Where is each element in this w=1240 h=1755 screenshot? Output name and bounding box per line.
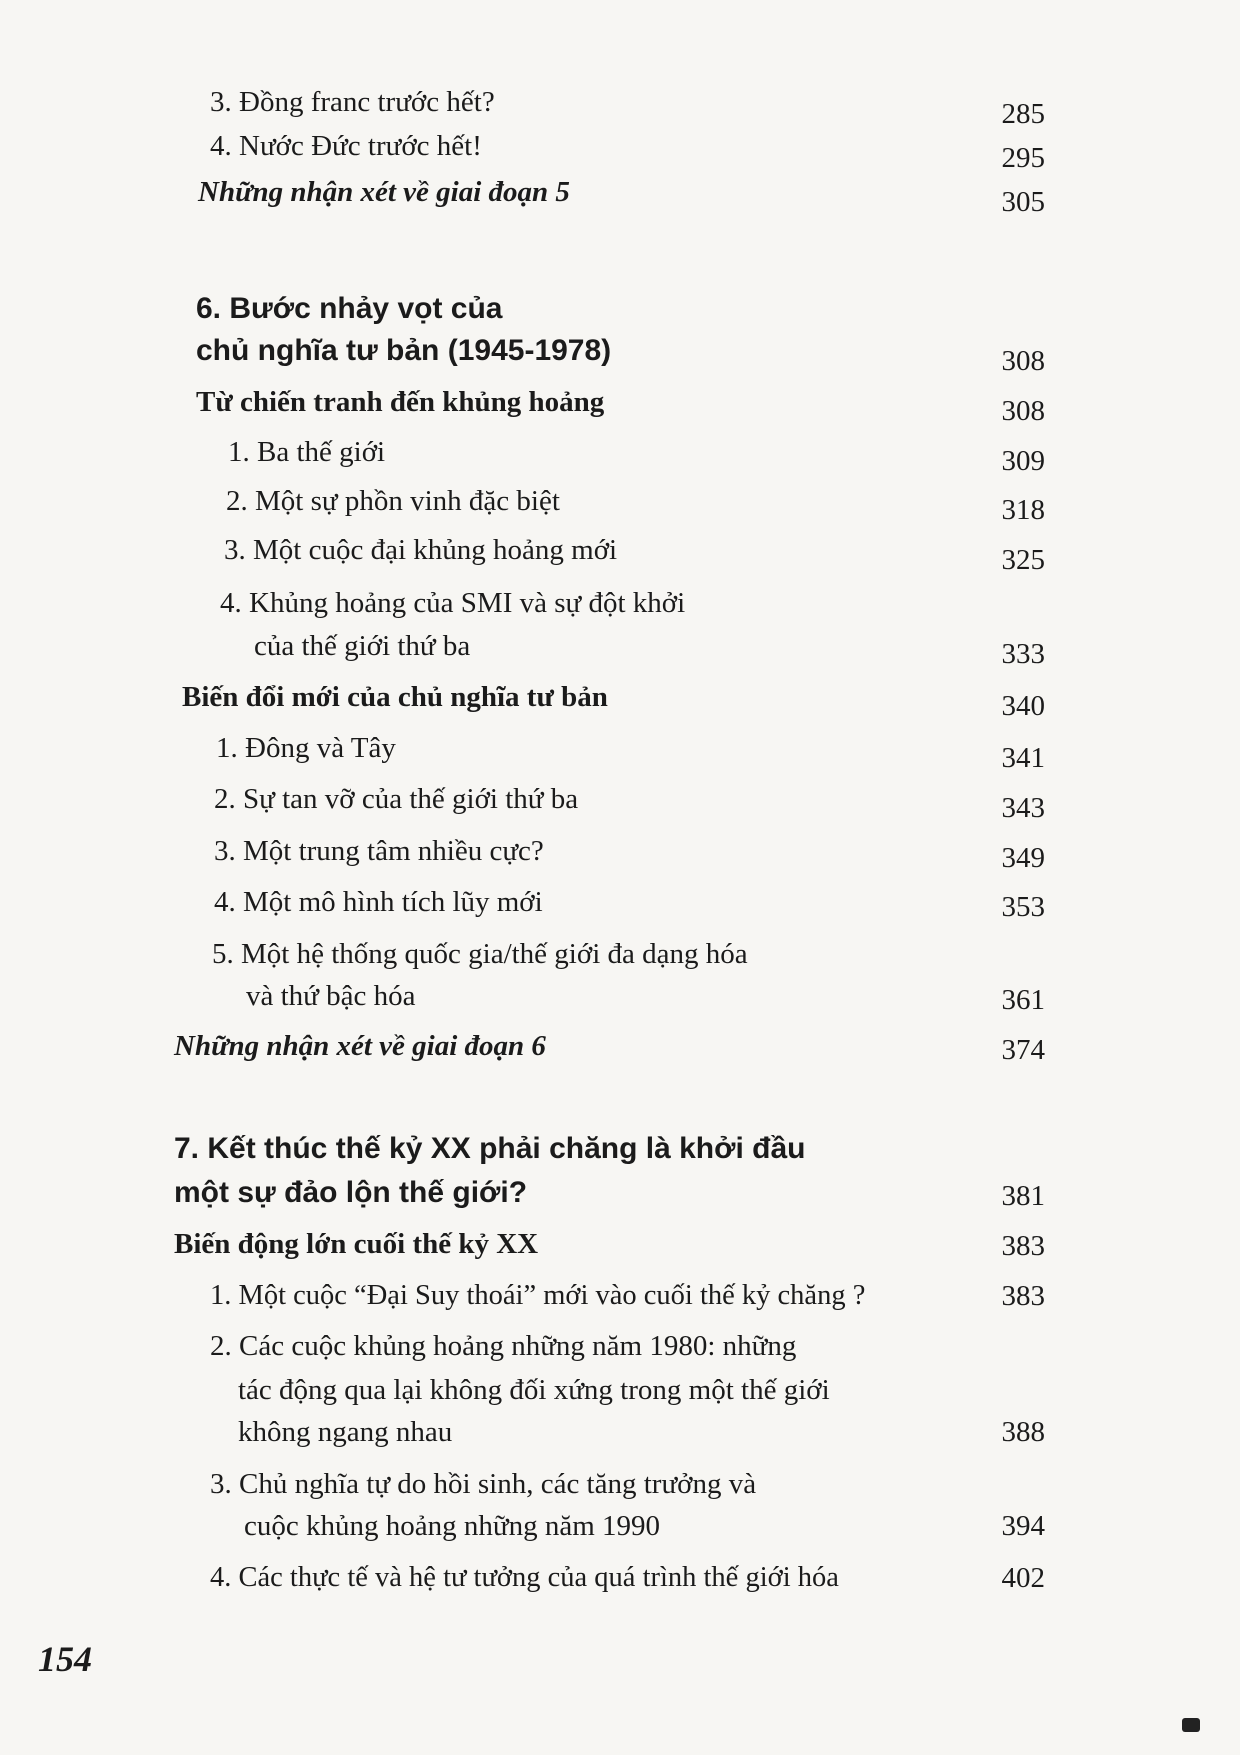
toc-entry-text: 5. Một hệ thống quốc gia/thế giới đa dạng hóa [212,938,748,970]
toc-entry-text: 3. Chủ nghĩa tự do hồi sinh, các tăng trưởng và [210,1468,757,1500]
toc-page-number: 349 [1001,842,1045,874]
toc-page-number: 308 [1001,345,1045,377]
toc-entry-text: 3. Một trung tâm nhiều cực? [214,835,544,867]
chapter-title-line: chủ nghĩa tư bản (1945-1978) [196,334,612,367]
toc-entry-text: 4. Một mô hình tích lũy mới [214,886,543,918]
toc-entry-text: 1. Đông và Tây [216,732,396,764]
toc-page-number: 343 [1001,792,1045,824]
chapter-title-line: 6. Bước nhảy vọt của [196,292,503,325]
chapter-title-line: một sự đảo lộn thế giới? [174,1176,528,1209]
toc-page-number: 381 [1001,1180,1045,1212]
toc-entry-text: tác động qua lại không đối xứng trong một thế giới [238,1374,830,1406]
toc-page-number: 333 [1001,638,1045,670]
toc-page-number: 383 [1001,1280,1045,1312]
toc-page-number: 402 [1001,1562,1045,1594]
toc-entry-text: 2. Các cuộc khủng hoảng những năm 1980: những [210,1330,797,1362]
page-number: 154 [38,1639,92,1679]
toc-entry-text: 1. Ba thế giới [228,436,386,468]
toc-page-number: 361 [1001,984,1045,1016]
toc-page-number: 318 [1001,494,1045,526]
toc-page-number: 383 [1001,1230,1045,1262]
chapter-title-line: 7. Kết thúc thế kỷ XX phải chăng là khởi đầu [174,1132,806,1165]
toc-entry-text: 2. Một sự phồn vinh đặc biệt [226,485,560,517]
toc-page-number: 305 [1001,186,1045,218]
toc-entry-text: 3. Đồng franc trước hết? [210,86,495,118]
toc-remark-text: Những nhận xét về giai đoạn 6 [174,1030,546,1062]
toc-page-number: 374 [1001,1034,1045,1066]
toc-remark-text: Những nhận xét về giai đoạn 5 [198,176,570,208]
toc-page-number: 394 [1001,1510,1045,1542]
toc-entry-text: 4. Nước Đức trước hết! [210,130,482,162]
toc-page-number: 295 [1001,142,1045,174]
toc-entry-text: 4. Các thực tế và hệ tư tưởng của quá trình thế giới hóa [210,1562,839,1593]
toc-page-number: 353 [1001,891,1045,923]
toc-entry-text: 4. Khủng hoảng của SMI và sự đột khởi [220,587,686,619]
toc-page-number: 341 [1001,742,1045,774]
toc-page-number: 325 [1001,544,1045,576]
section-title: Từ chiến tranh đến khủng hoảng [196,386,605,418]
toc-entry-text: 1. Một cuộc “Đại Suy thoái” mới vào cuối thế kỷ chăng ? [210,1280,866,1311]
toc-entry-text: 3. Một cuộc đại khủng hoảng mới [224,534,618,566]
toc-page-number: 309 [1001,445,1045,477]
toc-entry-text: không ngang nhau [238,1416,453,1448]
toc-page-number: 388 [1001,1416,1045,1448]
toc-entry-text: cuộc khủng hoảng những năm 1990 [244,1510,661,1542]
toc-page-number: 285 [1001,98,1045,130]
toc-entry-text: và thứ bậc hóa [246,980,416,1012]
toc-entry-text: 2. Sự tan vỡ của thế giới thứ ba [214,783,579,815]
section-title: Biến động lớn cuối thế kỷ XX [174,1228,539,1260]
toc-page-number: 340 [1001,690,1045,722]
section-title: Biến đổi mới của chủ nghĩa tư bản [182,681,608,713]
scan-mark [1182,1718,1200,1732]
toc-page-number: 308 [1001,395,1045,427]
toc-entry-text: của thế giới thứ ba [254,630,471,662]
